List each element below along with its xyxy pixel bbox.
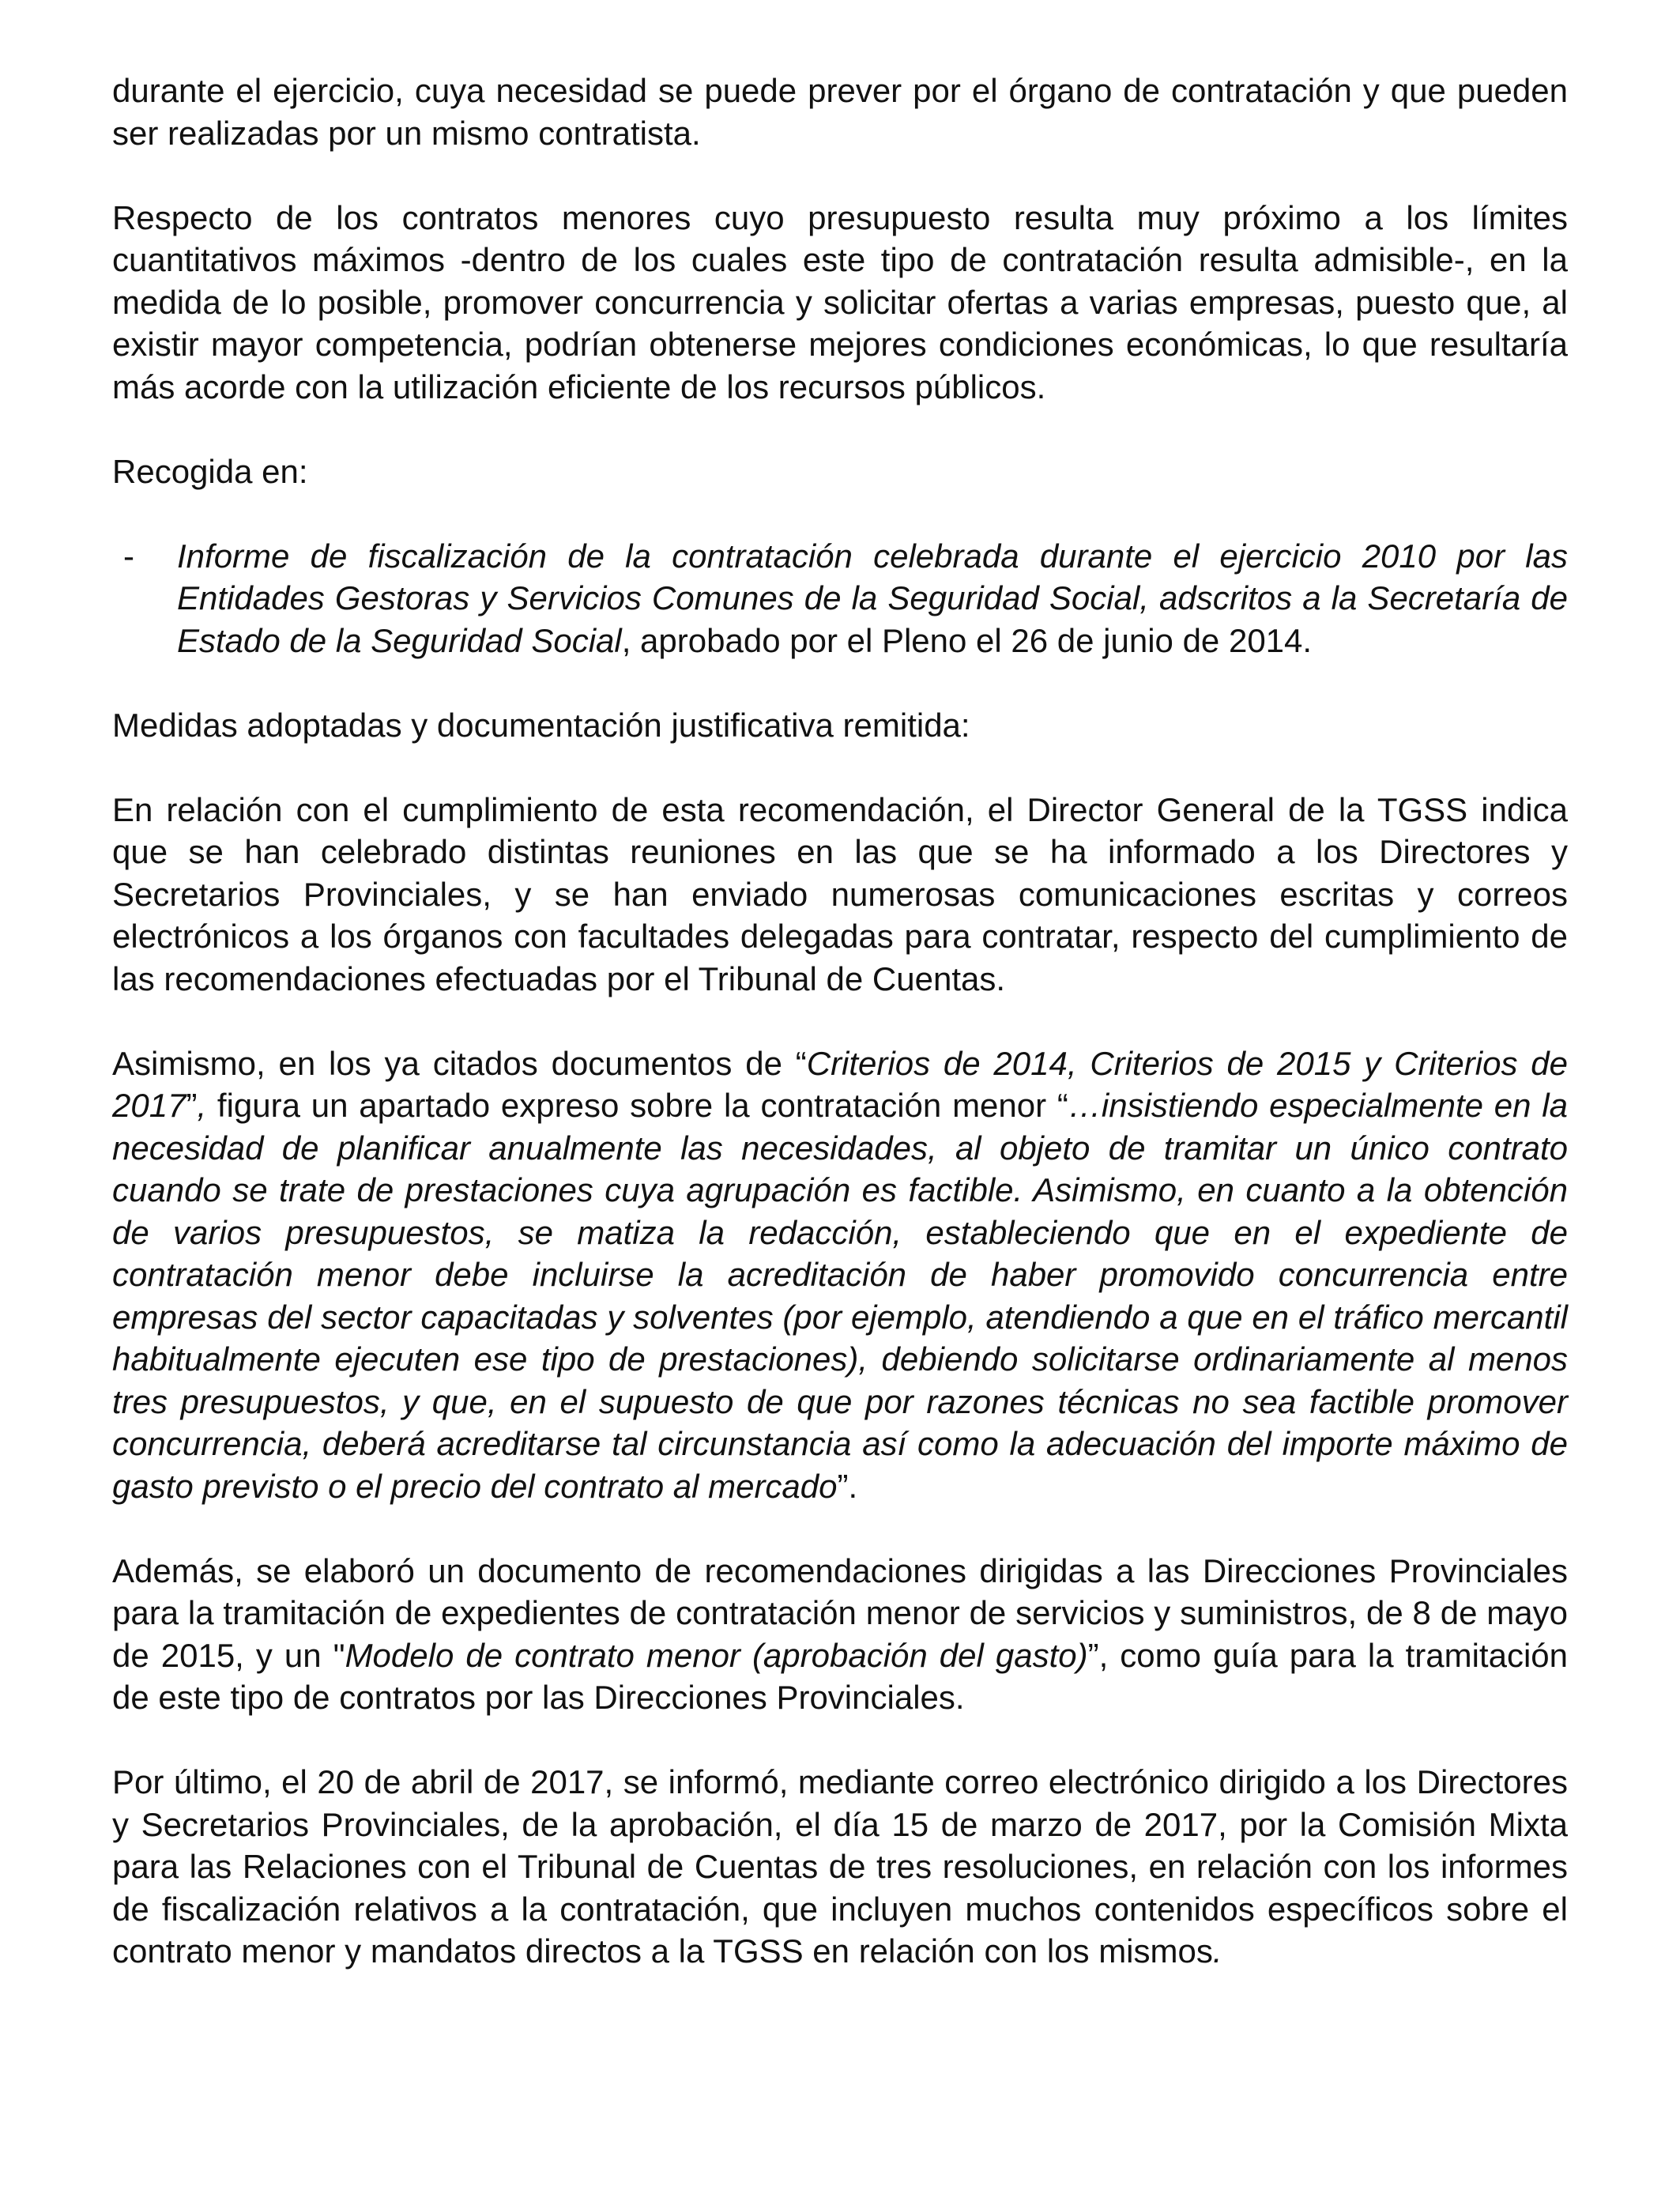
criterios-title: Criterios de 2014, Criterios de 2015 y Criterios de 2017 <box>112 1044 1568 1124</box>
paragraph-continuation <box>112 70 1568 154</box>
text-segment: . <box>1212 1932 1222 1970</box>
text-segment: Además, se elaboró un documento de recomendaciones dirigidas a las Direcciones Provinciales para la tramitación de expedientes de contratación menor de servicios y suministros, de 8 de mayo de 2015, y un " <box>112 1551 1568 1674</box>
text-segment: ”. <box>837 1467 858 1505</box>
document-page <box>112 70 1568 2015</box>
section-heading-medidas <box>112 704 1568 747</box>
paragraph-text: Respecto de los contratos menores cuyo presupuesto resulta muy próximo a los límites cuantitativos máximos -dentro de los cuales este tipo de contratación resulta admisible-, en la medida de lo posible, promover concurrencia y solicitar ofertas a varias empresas, puesto que, al existir mayor competencia, podrían obtenerse mejores condiciones económicas, lo que resultaría más acorde con la utilización eficiente de los recursos públicos. <box>112 198 1568 405</box>
paragraph-text: En relación con el cumplimiento de esta recomendación, el Director General de la TGSS indica que se han celebrado distintas reuniones en las que se ha informado a los Directores y Secretarios Provinciales, y se han enviado numerosas comunicaciones escritas y correos electrónicos a los órganos con facultades delegadas para contratar, respecto del cumplimiento de las recomendaciones efectuadas por el Tribunal de Cuentas. <box>112 790 1568 997</box>
paragraph-recomendaciones <box>112 1550 1568 1719</box>
report-title: Informe de fiscalización de la contratación celebrada durante el ejercicio 2010 por las Entidades Gestoras y Servicios Comunes de la Seguridad Social, adscritos a la Secretaría de Estado de la Seguridad Social <box>177 537 1568 659</box>
bullet-list <box>112 535 1568 662</box>
criterios-quote: …insistiendo especialmente en la necesidad de planificar anualmente las necesidades, al objeto de tramitar un único contrato cuando se trate de prestaciones cuya agrupación es factible. Asimismo, en cuanto a la obtención de varios presupuestos, se matiza la redacción, estableciendo que en el expediente de contratación menor debe incluirse la acreditación de haber promovido concurrencia entre empresas del sector capacitadas y solventes (por ejemplo, atendiendo a que en el tráfico mercantil habitualmente ejecuten ese tipo de prestaciones), debiendo solicitarse ordinariamente al menos tres presupuestos, y que, en el supuesto de que por razones técnicas no sea factible promover concurrencia, deberá acreditarse tal circunstancia así como la adecuación del importe máximo de gasto previsto o el precio del contrato al mercado <box>112 1087 1568 1505</box>
paragraph-por-ultimo <box>112 1761 1568 1973</box>
text-segment: figura un apartado expreso sobre la contratación menor “ <box>206 1087 1068 1124</box>
paragraph-contratos-menores <box>112 197 1568 409</box>
dash-bullet-icon: - <box>123 537 134 575</box>
text-segment: Asimismo, en los ya citados documentos de “ <box>112 1044 807 1082</box>
text-segment: ”, como guía para la tramitación de este tipo de contratos por las Direcciones Provinciales. <box>112 1636 1568 1716</box>
report-approval: , aprobado por el Pleno el 26 de junio de 2014. <box>621 621 1313 659</box>
paragraph-cumplimiento <box>112 789 1568 1001</box>
paragraph-text: durante el ejercicio, cuya necesidad se puede prever por el órgano de contratación y que pueden ser realizadas por un mismo contratista. <box>112 72 1568 152</box>
paragraph-criterios <box>112 1042 1568 1508</box>
modelo-title: Modelo de contrato menor (aprobación del gasto) <box>345 1636 1088 1674</box>
text-segment: ” <box>186 1087 198 1124</box>
text-segment: Por último, el 20 de abril de 2017, se informó, mediante correo electrónico dirigido a los Directores y Secretarios Provinciales, de la aprobación, el día 15 de marzo de 2017, por la Comisión Mixta para las Relaciones con el Tribunal de Cuentas de tres resoluciones, en relación con los informes de fiscalización relativos a la contratación, que incluyen muchos contenidos específicos sobre el contrato menor y mandatos directos a la TGSS en relación con los mismos <box>112 1763 1568 1970</box>
paragraph-text: Medidas adoptadas y documentación justificativa remitida: <box>112 706 970 744</box>
paragraph-recogida <box>112 450 1568 493</box>
list-item <box>112 535 1568 662</box>
paragraph-text: Recogida en: <box>112 452 308 490</box>
text-segment: , <box>197 1087 207 1124</box>
